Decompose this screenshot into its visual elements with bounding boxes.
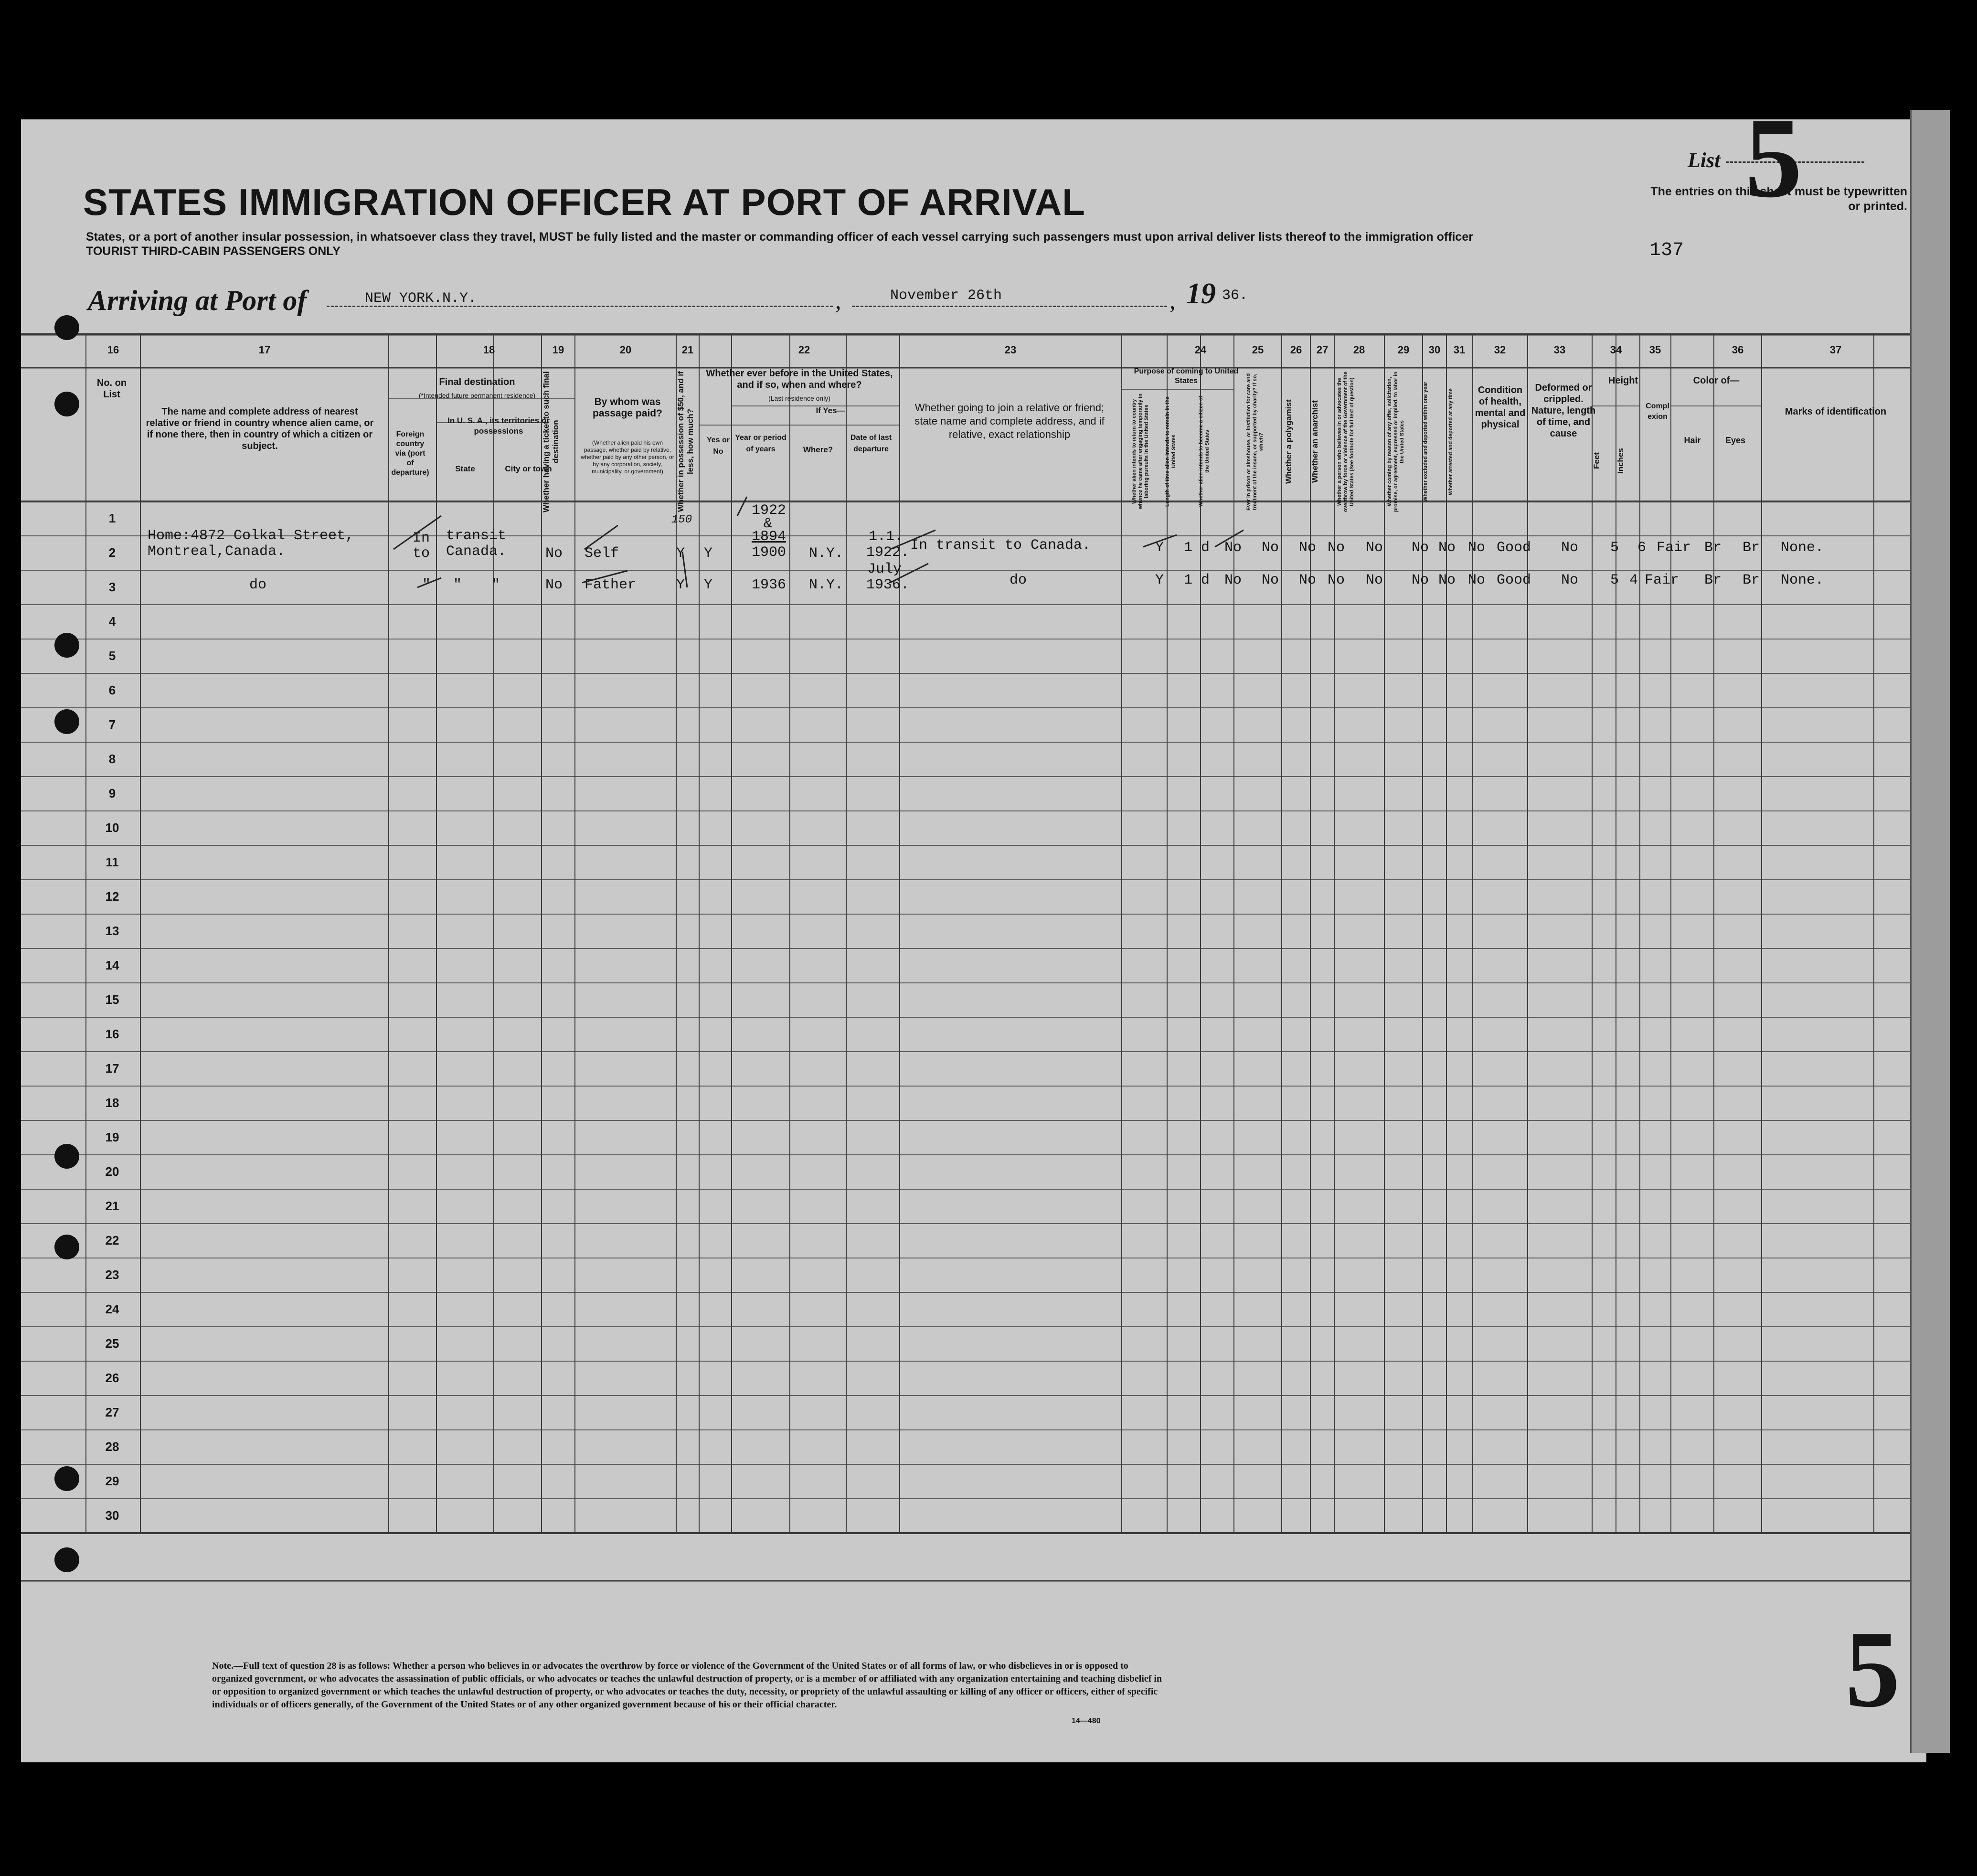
comma: , — [1169, 287, 1176, 314]
row-number: 26 — [105, 1371, 119, 1385]
header-if-yes: If Yes— — [816, 406, 845, 415]
header-departure: Date of last departure — [850, 434, 892, 453]
header-deformed: Deformed or crippled. Nature, length of time, and cause — [1531, 383, 1596, 439]
header-length-of-stay: Length of time alien intends to remain in the United States — [1165, 396, 1177, 507]
row1-feet: 5 — [1610, 540, 1619, 556]
row1-years-line3: 1894 — [752, 529, 787, 545]
row-number: 28 — [105, 1439, 119, 1454]
manifest-sheet — [21, 119, 1926, 1762]
row1-q31: No — [1468, 540, 1486, 556]
form-number: 14—480 — [1072, 1717, 1101, 1725]
header-ticket: Whether having a ticket to such final destination — [542, 371, 560, 512]
row2-citizen: No — [1224, 572, 1242, 588]
year-suffix: 36. — [1222, 288, 1248, 304]
row2-foreign: " — [422, 577, 431, 593]
row-number: 21 — [105, 1199, 119, 1213]
row2-money: Y — [676, 577, 685, 593]
row1-q29: No — [1412, 540, 1429, 556]
row2-departure-line2: 1936. — [866, 577, 910, 593]
row1-years-line2: & — [764, 516, 773, 532]
column-number: 36 — [1732, 344, 1744, 356]
row1-ticket: No — [545, 545, 563, 562]
header-hair: Hair — [1684, 436, 1701, 445]
row-number: 20 — [105, 1164, 119, 1179]
binder-hole — [54, 1466, 79, 1491]
page-title: STATES IMMIGRATION OFFICER AT PORT OF ARRIVAL — [83, 181, 1085, 223]
column-number: 25 — [1252, 344, 1264, 356]
comma: , — [835, 287, 841, 314]
port-value: NEW YORK.N.Y. — [365, 290, 477, 307]
column-number: 35 — [1649, 344, 1661, 356]
column-number: 33 — [1553, 344, 1566, 356]
row-number: 29 — [105, 1474, 119, 1488]
row2-city: " — [491, 577, 500, 593]
row1-health: Good — [1497, 540, 1531, 556]
row2-feet: 5 — [1610, 572, 1619, 588]
row1-relative-line2: Montreal,Canada. — [148, 544, 286, 560]
row1-citizen: No — [1224, 540, 1242, 556]
row-number: 9 — [108, 786, 116, 800]
row-number: 27 — [105, 1405, 119, 1419]
row2-length: 1 d — [1184, 572, 1210, 588]
header-years: Year or period of years — [735, 434, 787, 453]
binder-hole — [54, 315, 79, 340]
row2-q29: No — [1412, 572, 1429, 588]
row2-state: " — [453, 577, 462, 593]
row-number: 30 — [105, 1508, 119, 1523]
column-number: 23 — [1004, 344, 1017, 356]
column-number: 26 — [1290, 344, 1302, 356]
row1-years-line1: 1922 — [752, 502, 787, 519]
binder-hole — [54, 1235, 79, 1259]
row1-return: Y — [1155, 540, 1164, 556]
header-question-30: Whether excluded and deported within one year — [1423, 382, 1428, 502]
row1-state-line1: transit — [446, 528, 507, 544]
row2-joining: do — [1010, 572, 1027, 588]
year-prefix: 19 — [1186, 277, 1216, 310]
row-number: 5 — [108, 649, 116, 663]
row1-foreign-line2: to — [413, 545, 430, 562]
arrival-date: November 26th — [890, 288, 1002, 304]
row1-prison: No — [1262, 540, 1279, 556]
footnote-question-28: Note.—Full text of question 28 is as follows: Whether a person who believes in or advocates the overthrow by force or violence of the Government of the United States or of all forms of law, or who disbelieves in or is opposed to organized government, or who advocates the assassination of public officials, or who advocates or teaches the unlawful destruction of property, or is a member of or affiliated with any organization entertaining and teaching disbelief in or opposition to organized government or which teaches the unlawful destruction of property, or who advocates or teaches the duty, necessity, or propriety of the unlawful assaulting or killing of any officer or officers, either of specific individuals or of officers generally, of the Government of the United States or of any other organized government because of his or their official character. — [212, 1661, 1162, 1710]
page-edge — [1910, 110, 1950, 1753]
entries-note: The entries on this sheet must be typewritten or printed. — [1650, 185, 1907, 213]
header-subtitle: States, or a port of another insular possession, in whatsoever class they travel, MUST be fully listed and the master or commanding officer of each vessel carrying such passengers must upon arrival deliver lists thereof to the immigration officer — [86, 230, 1473, 244]
row1-money: Y — [676, 545, 685, 562]
header-question-28: Whether a person who believes in or advocates the overthrow by force or violence of the Government of the United States (See footnote for full text of question) — [1337, 372, 1355, 512]
row1-departure-line1: 1.1. — [869, 529, 903, 545]
row1-inches: 6 — [1637, 540, 1647, 556]
row1-q30: No — [1438, 540, 1456, 556]
row-number: 22 — [105, 1233, 119, 1247]
row1-q28: No — [1366, 540, 1383, 556]
header-question-29: Whether coming by reason of any offer, solicitation, promise, or agreement, expressed or implied, to labor in the United States — [1387, 371, 1405, 512]
header-health: Condition of health, mental and physical — [1475, 385, 1526, 430]
row-number: 19 — [105, 1130, 119, 1144]
binder-hole — [54, 1547, 79, 1572]
header-prison: Ever in prison or almshouse, or institution for care and treatment of the insane, or supported by charity? If so, which? — [1246, 373, 1264, 511]
arriving-label: Arriving at Port of — [88, 285, 307, 316]
row1-where: N.Y. — [809, 545, 844, 562]
header-ever-before: Whether ever before in the United States, and if so, when and where? — [706, 368, 893, 390]
header-eyes: Eyes — [1725, 436, 1746, 445]
header-money: Whether in possession of $50, and if less, how much? — [676, 371, 695, 512]
row-number: 18 — [105, 1096, 119, 1110]
header-purpose: Purpose of coming to United States — [1134, 367, 1239, 385]
header-height: Height — [1608, 375, 1638, 386]
row-number: 8 — [108, 752, 116, 766]
column-number: 29 — [1397, 344, 1410, 356]
row1-state-line2: Canada. — [446, 544, 507, 560]
header-city: City or town — [505, 464, 552, 473]
binder-hole — [54, 709, 79, 734]
column-number: 20 — [619, 344, 632, 356]
handwritten-check-marks — [21, 119, 1926, 1762]
header-marks: Marks of identification — [1785, 406, 1887, 417]
row-number: 7 — [108, 717, 116, 732]
binder-hole — [54, 633, 79, 658]
binder-hole — [54, 1144, 79, 1169]
column-number: 31 — [1453, 344, 1466, 356]
column-number: 30 — [1428, 344, 1441, 356]
column-number: 27 — [1316, 344, 1329, 356]
header-paid-by: By whom was passage paid? — [593, 396, 662, 419]
header-class: TOURIST THIRD-CABIN PASSENGERS ONLY — [86, 245, 340, 258]
row2-polygamist: No — [1299, 572, 1317, 588]
row2-where: N.Y. — [809, 577, 844, 593]
row1-relative-line1: Home:4872 Colkal Street, — [148, 528, 354, 544]
row1-years-line4: 1900 — [752, 544, 787, 561]
row2-q28: No — [1366, 572, 1383, 588]
header-relative: The name and complete address of nearest relative or friend in country whence alien came, or if none there, then in country of which a citizen or subject. — [146, 406, 374, 451]
list-label: List — [1688, 149, 1721, 172]
header-paid-by-note: (Whether alien paid his own passage, whether paid by relative, whether paid by any other person, or by any corporation, society, municipality, or government) — [581, 439, 674, 475]
row-number: 3 — [108, 580, 116, 594]
row2-eyes: Br — [1743, 572, 1760, 588]
header-anarchist: Whether an anarchist — [1310, 400, 1319, 483]
header-final-destination: Final destination — [439, 377, 515, 387]
row1-money-note: 150 — [671, 513, 692, 526]
sheet-number: 137 — [1649, 240, 1684, 261]
row1-before: Y — [704, 545, 713, 562]
row2-departure-line1: July — [867, 561, 902, 577]
row1-complexion: Fair — [1657, 540, 1691, 556]
row1-joining: In transit to Canada. — [910, 537, 1091, 554]
header-return-intent: Whether alien intends to return to country whence he came after engaging temporarily in laboring pursuits in the United States — [1131, 393, 1149, 510]
row2-ticket: No — [545, 577, 563, 593]
row1-hair: Br — [1704, 540, 1722, 556]
row2-marks: None. — [1781, 572, 1824, 588]
row2-years: 1936 — [752, 577, 787, 593]
row1-eyes: Br — [1743, 540, 1760, 556]
column-number: 37 — [1829, 344, 1842, 356]
row-number: 23 — [105, 1268, 119, 1282]
column-number: 34 — [1610, 344, 1622, 356]
header-complexion: Complexion — [1646, 402, 1669, 421]
header-question-31: Whether arrested and deported at any time — [1448, 388, 1454, 495]
row1-paid-by: Self — [585, 545, 619, 562]
header-citizen-intent: Whether alien intends to become a citizen of the United States — [1198, 395, 1210, 507]
row2-inches: 4 — [1629, 572, 1638, 588]
header-feet: Feet — [1592, 452, 1601, 469]
row2-anarchist: No — [1328, 572, 1345, 588]
header-state: State — [455, 464, 475, 473]
column-number: 24 — [1194, 344, 1207, 356]
page-marker: 5 — [1845, 1608, 1900, 1730]
row2-prison: No — [1262, 572, 1279, 588]
list-number: 5 — [1745, 119, 1802, 221]
row-number: 1 — [108, 511, 116, 525]
row-number: 16 — [105, 1027, 119, 1041]
header-joining: Whether going to join a relative or friend; state name and complete address, and if relative, exact relationship — [914, 402, 1105, 440]
row2-relative: do — [249, 577, 267, 593]
row-number: 14 — [105, 958, 119, 972]
row-number: 24 — [105, 1302, 119, 1316]
row1-departure-line2: 1922. — [866, 544, 910, 561]
column-number: 28 — [1353, 344, 1365, 356]
row2-health: Good — [1497, 572, 1531, 588]
row2-deformed: No — [1561, 572, 1579, 588]
header-inches: Inches — [1616, 448, 1625, 474]
header-ever-before-note: (Last residence only) — [768, 394, 830, 402]
row2-return: Y — [1155, 572, 1164, 588]
row1-polygamist: No — [1299, 540, 1317, 556]
column-number: 17 — [258, 344, 271, 356]
row-number: 6 — [108, 683, 116, 697]
column-number: 21 — [681, 344, 694, 356]
row2-hair: Br — [1704, 572, 1722, 588]
row1-foreign-line1: In — [413, 530, 430, 546]
column-number: 19 — [552, 344, 564, 356]
column-number: 16 — [107, 344, 119, 356]
row1-marks: None. — [1781, 540, 1824, 556]
row1-deformed: No — [1561, 540, 1579, 556]
row2-complexion: Fair — [1645, 572, 1679, 588]
header-final-destination-note: (*Intended future permanent residence) — [418, 392, 536, 399]
row-number: 10 — [105, 821, 119, 835]
row-number: 12 — [105, 889, 119, 904]
header-yes-no: Yes or No — [706, 436, 730, 456]
row-number: 15 — [105, 992, 119, 1007]
row-number: 11 — [106, 855, 119, 869]
row2-q30: No — [1438, 572, 1456, 588]
column-number: 18 — [483, 344, 495, 356]
header-where: Where? — [803, 445, 833, 454]
column-number: 32 — [1494, 344, 1506, 356]
row-number: 17 — [105, 1061, 119, 1076]
row1-length: 1 d — [1184, 540, 1210, 556]
row-number: 4 — [108, 614, 116, 629]
header-in-usa: In U. S. A., its territories or possessions — [447, 416, 550, 436]
header-no-on-list: No. on List — [96, 378, 127, 400]
row2-before: Y — [704, 577, 713, 593]
header-color-of: Color of— — [1693, 375, 1740, 386]
header-polygamist: Whether a polygamist — [1284, 399, 1293, 484]
row2-paid-by: Father — [585, 577, 637, 593]
row-number: 25 — [105, 1336, 119, 1351]
column-number: 22 — [798, 344, 810, 356]
header-foreign-country: Foreign country via (port of departure) — [391, 430, 429, 477]
binder-hole — [54, 392, 79, 416]
row1-anarchist: No — [1328, 540, 1345, 556]
row2-q31: No — [1468, 572, 1486, 588]
row-number: 13 — [105, 924, 119, 938]
row-number: 2 — [108, 545, 116, 560]
